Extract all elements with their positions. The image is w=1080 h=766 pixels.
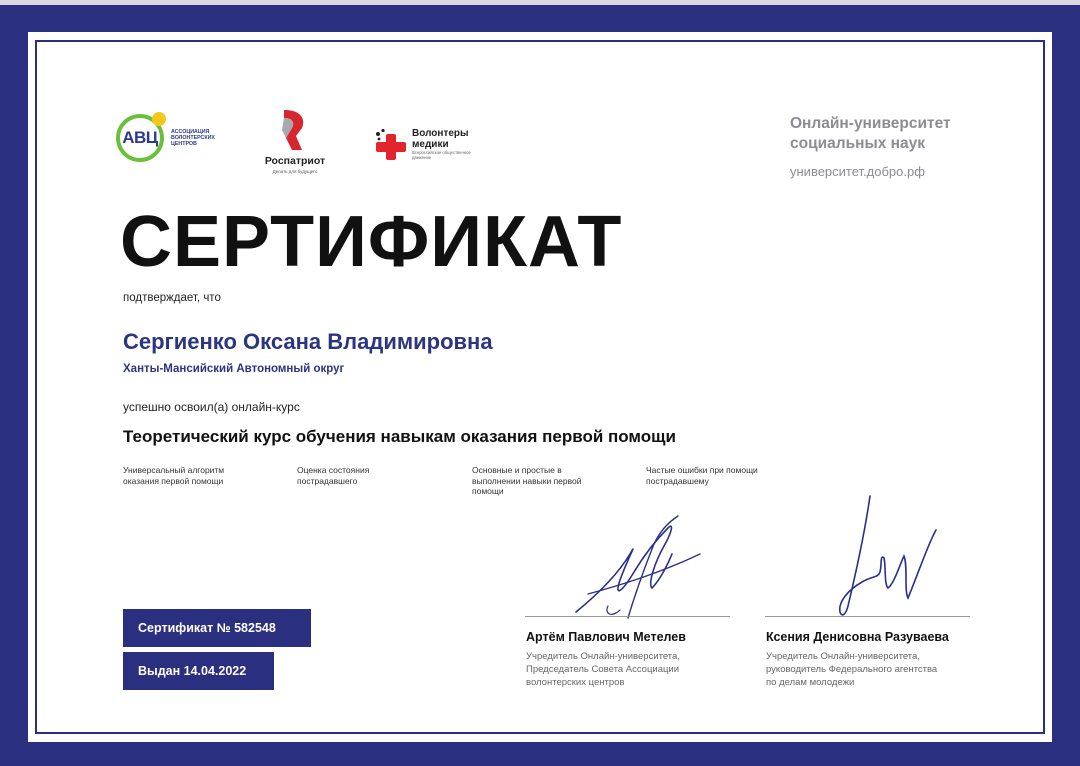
- course-topic: Оценка состояния пострадавшего: [297, 465, 370, 486]
- volunteers-medics-logo: [374, 124, 484, 164]
- volunteers-medics-name-line2: медики: [412, 139, 449, 150]
- course-topic: Частые ошибки при помощи пострадавшему: [646, 465, 758, 486]
- signatory-role-line: по делам молодежи: [766, 677, 855, 688]
- recipient-region: Ханты-Мансийский Автономный округ: [123, 363, 345, 375]
- rospatriot-logo: [260, 108, 330, 176]
- volunteers-medics-name: [412, 128, 469, 150]
- signatory-role: [526, 650, 680, 689]
- signatory-role-line: руководитель Федерального агентства: [766, 664, 938, 675]
- signatory-role-line: волонтерских центров: [526, 677, 625, 688]
- avc-logo-letters: АВЦ: [122, 128, 158, 147]
- signatory-role-line: Учредитель Онлайн-университета,: [766, 651, 920, 662]
- recipient-name: Сергиенко Оксана Владимировна: [123, 329, 493, 354]
- avc-logo: [116, 112, 226, 170]
- signature-2: [818, 494, 938, 624]
- signatory-name: Артём Павлович Метелев: [526, 630, 686, 644]
- signatory-role: [766, 650, 937, 689]
- top-strip: [0, 0, 1080, 5]
- certificate-sheet: [28, 32, 1052, 742]
- course-topic: Основные и простые в выполнении навыки первой помощи: [472, 465, 582, 496]
- course-topic: Универсальный алгоритм оказания первой помощи: [123, 465, 225, 486]
- signature-line-2: [765, 616, 970, 617]
- issued-date-badge: [123, 652, 274, 690]
- rospatriot-name: Роспатриот: [264, 155, 326, 167]
- volunteers-medics-tagline: Всероссийское общественное движение: [412, 150, 471, 160]
- avc-logo-caption: АССОЦИАЦИЯ ВОЛОНТЕРСКИХ ЦЕНТРОВ: [171, 129, 215, 147]
- signatory-name: Ксения Денисовна Разуваева: [766, 630, 949, 644]
- course-title: Теоретический курс обучения навыкам оказания первой помощи: [123, 427, 676, 446]
- signature-1: [568, 514, 708, 622]
- issued-date-label: Выдан 14.04.2022: [138, 664, 247, 678]
- certificate-number-label: Сертификат № 582548: [138, 621, 276, 635]
- mastered-text: успешно освоил(а) онлайн-курс: [123, 400, 300, 414]
- confirms-text: подтверждает, что: [123, 292, 221, 304]
- certificate-number-badge: [123, 609, 311, 647]
- signature-line-1: [525, 616, 730, 617]
- certificate-heading: СЕРТИФИКАТ: [120, 202, 623, 282]
- volunteers-medics-name-line1: Волонтеры: [412, 128, 469, 139]
- rospatriot-mark-icon: [278, 108, 308, 152]
- signatory-role-line: Учредитель Онлайн-университета,: [526, 651, 680, 662]
- medical-cross-icon: [374, 128, 408, 162]
- university-url: университет.добро.рф: [790, 164, 925, 179]
- signatory-role-line: Председатель Совета Ассоциации: [526, 664, 680, 675]
- rospatriot-tagline: Делать для будущего: [272, 169, 318, 174]
- avc-dot-icon: [152, 112, 166, 126]
- university-title: Онлайн-университет социальных наук: [790, 115, 951, 152]
